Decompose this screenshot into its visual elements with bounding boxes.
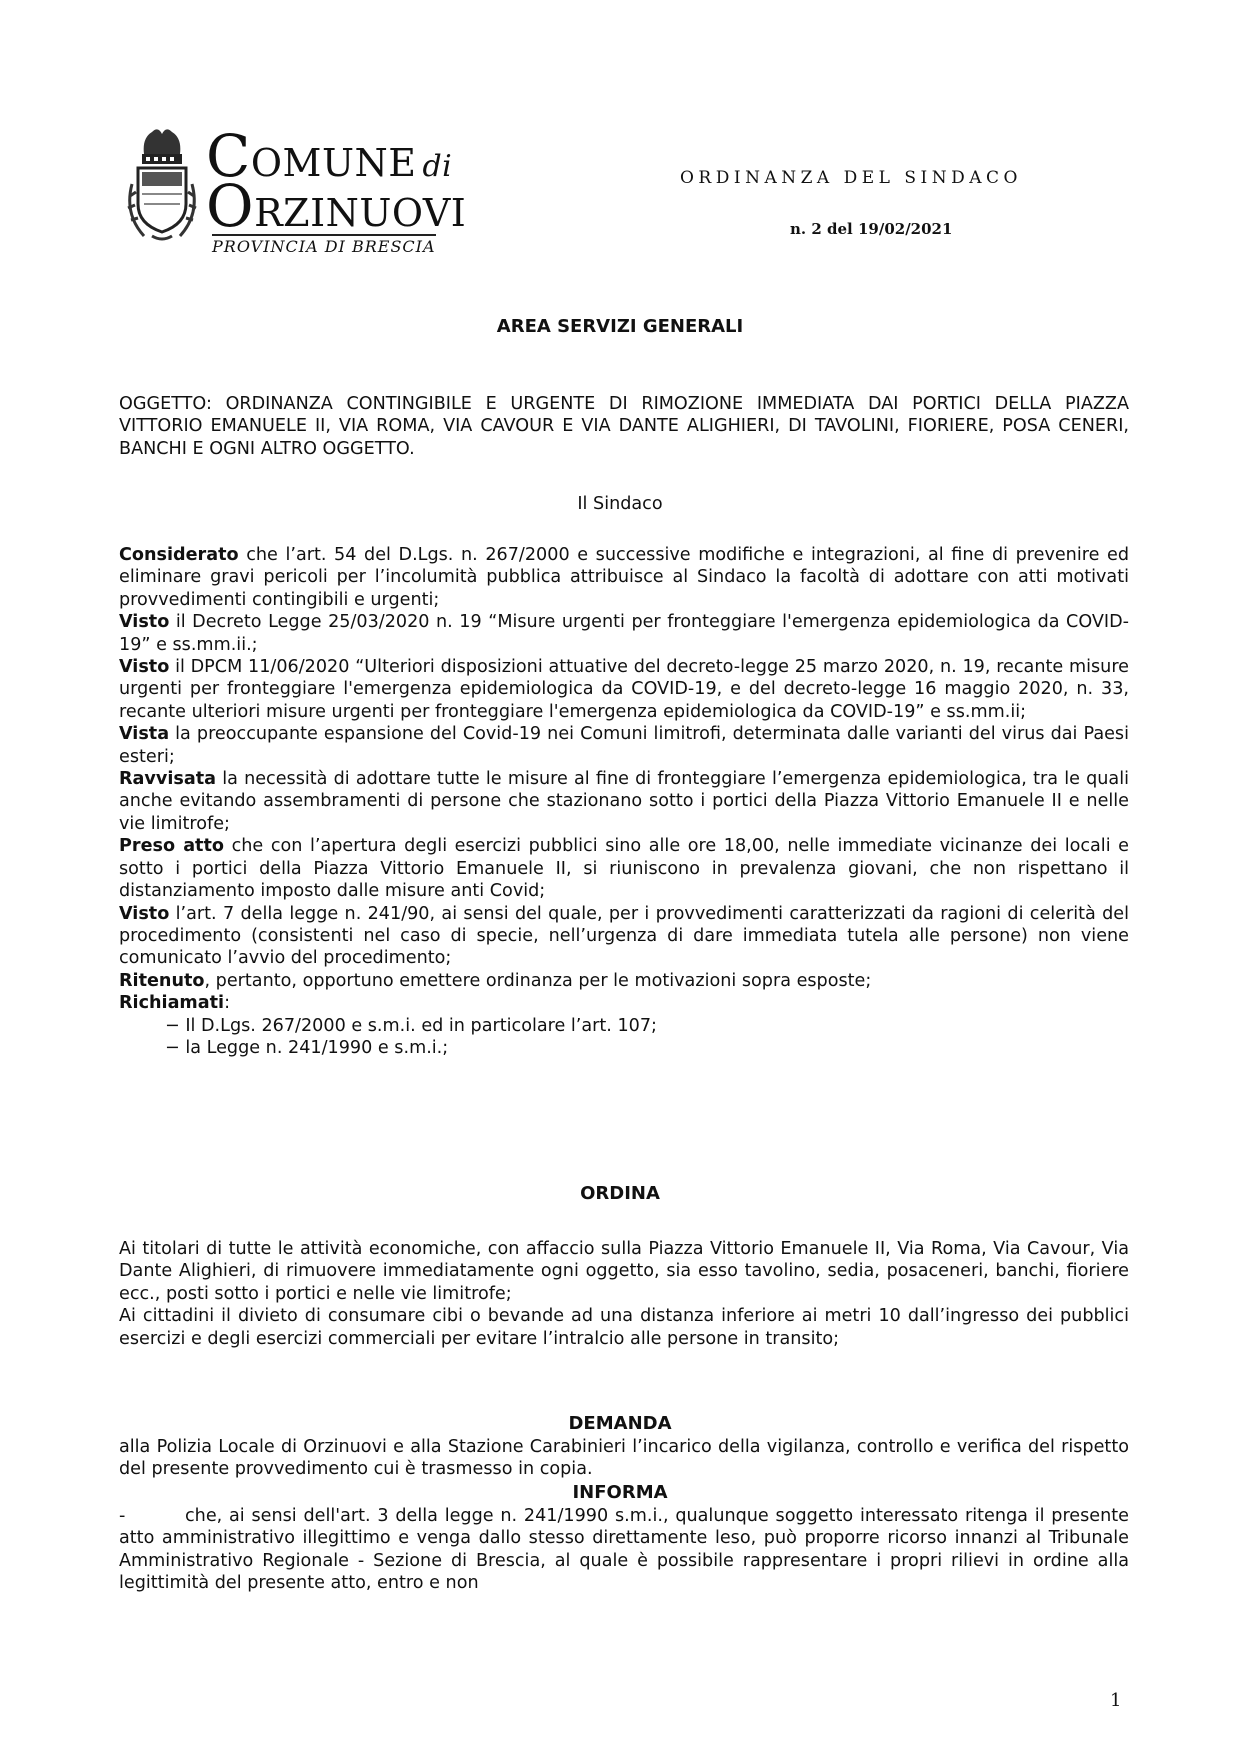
ordina-section	[119, 1238, 1129, 1350]
oggetto-paragraph: OGGETTO: ORDINANZA CONTINGIBILE E URGENTE DI RIMOZIONE IMMEDIATA DAI PORTICI DELLA PIAZZA VITTORIO EMANUELE II, VIA ROMA, VIA CAVOUR E VIA DANTE ALIGHIERI, DI TAVOLINI, FIORIERE, POSA CENERI, BANCHI E OGNI ALTRO OGGETTO.	[119, 394, 1129, 459]
comune-logo	[122, 118, 467, 258]
dash-marker: -	[119, 1506, 126, 1526]
demanda-section	[119, 1436, 1129, 1481]
sindaco-heading: Il Sindaco	[577, 494, 663, 514]
ordina-paragraph: Ai titolari di tutte le attività economiche, con affaccio sulla Piazza Vittorio Emanuele II, Via Roma, Via Cavour, Via Dante Alighieri, di rimuovere immediatamente ogni oggetto, sia esso tavolino, sedia, posaceneri, banchi, fioriere ecc., posti sotto i portici e nelle vie limitrofe;	[119, 1239, 1129, 1304]
ordina-heading: ORDINA	[580, 1183, 660, 1204]
provincia-label: PROVINCIA DI BRESCIA	[212, 234, 436, 256]
premessa-item: Visto l’art. 7 della legge n. 241/90, ai sensi del quale, per i provvedimenti caratterizzati da ragioni di celerità del procedimento (consistenti nel caso di specie, nell’urgenza di dare immediata tutela alle persone) non viene comunicato l’avvio del procedimento;	[119, 903, 1129, 969]
ordinanza-title: ORDINANZA DEL SINDACO	[680, 168, 1022, 188]
premessa-item: Ravvisata la necessità di adottare tutte le misure al fine di fronteggiare l’emergenza epidemiologica, tra le quali anche evitando assembramenti di persone che stazionano sotto i portici della Piazza Vittorio Emanuele II e nelle vie limitrofe;	[119, 769, 1129, 834]
coat-of-arms-icon	[122, 124, 202, 244]
list-item: − la Legge n. 241/1990 e s.m.i.;	[165, 1037, 1129, 1059]
premessa-item: Richiamati:	[119, 993, 231, 1014]
premessa-item: Ritenuto, pertanto, opportuno emettere ordinanza per le motivazioni sopra esposte;	[119, 970, 872, 991]
list-item: − Il D.Lgs. 267/2000 e s.m.i. ed in particolare l’art. 107;	[165, 1015, 1129, 1037]
page-number: 1	[1110, 1690, 1122, 1711]
comune-heading: COMUNE di	[206, 122, 453, 190]
area-title: AREA SERVIZI GENERALI	[496, 316, 744, 337]
informa-paragraph: - che, ai sensi dell'art. 3 della legge n. 241/1990 s.m.i., qualunque soggetto interessato ritenga il presente atto amministrativo illegittimo e venga dallo stesso direttamente leso, può proporre ricorso innanzi al Tribunale Amministrativo Regionale - Sezione di Brescia, al quale è possibile rappresentare i propri rilievi in ordine alla legittimità del presente atto, entro e non	[119, 1506, 1129, 1594]
premessa-item: Visto il Decreto Legge 25/03/2020 n. 19 “Misure urgenti per fronteggiare l'emergenza epidemiologica da COVID-19” e ss.mm.ii.;	[119, 612, 1129, 655]
informa-heading: INFORMA	[572, 1482, 668, 1503]
demanda-paragraph: alla Polizia Locale di Orzinuovi e alla Stazione Carabinieri l’incarico della vigilanza, controllo e verifica del rispetto del presente provvedimento cui è trasmesso in copia.	[119, 1437, 1129, 1480]
premessa-item: Considerato che l’art. 54 del D.Lgs. n. 267/2000 e successive modifiche e integrazioni, al fine di prevenire ed eliminare gravi pericoli per l’incolumità pubblica attribuisce al Sindaco la facoltà di adottare con atti motivati provvedimenti contingibili e urgenti;	[119, 545, 1129, 610]
premessa-item: Visto il DPCM 11/06/2020 “Ulteriori disposizioni attuative del decreto-legge 25 marzo 2020, n. 19, recante misure urgenti per fronteggiare l'emergenza epidemiologica da COVID-19, e del decreto-legge 16 maggio 2020, n. 33, recante ulteriori misure urgenti per fronteggiare l'emergenza epidemiologica da COVID-19” e ss.mm.ii;	[119, 657, 1129, 722]
informa-section	[119, 1505, 1129, 1595]
ordina-paragraph: Ai cittadini il divieto di consumare cibi o bevande ad una distanza inferiore ai metri 10 dall’ingresso dei pubblici esercizi e degli esercizi commerciali per evitare l’intralcio alle persone in transito;	[119, 1306, 1129, 1349]
premessa-item: Preso atto che con l’apertura degli esercizi pubblici sino alle ore 18,00, nelle immediate vicinanze dei locali e sotto i portici della Piazza Vittorio Emanuele II, si riuniscono in prevalenza giovani, che non rispettano il distanziamento imposto dalle misure anti Covid;	[119, 836, 1130, 902]
city-heading: ORZINUOVI	[206, 172, 467, 240]
ordinanza-number: n. 2 del 19/02/2021	[790, 220, 953, 238]
premessa-item: Vista la preoccupante espansione del Covid-19 nei Comuni limitrofi, determinata dalle varianti del virus dai Paesi esteri;	[119, 724, 1129, 767]
demanda-heading: DEMANDA	[568, 1413, 672, 1434]
richiamati-list	[119, 1015, 1129, 1060]
premesse-section	[119, 544, 1129, 1059]
